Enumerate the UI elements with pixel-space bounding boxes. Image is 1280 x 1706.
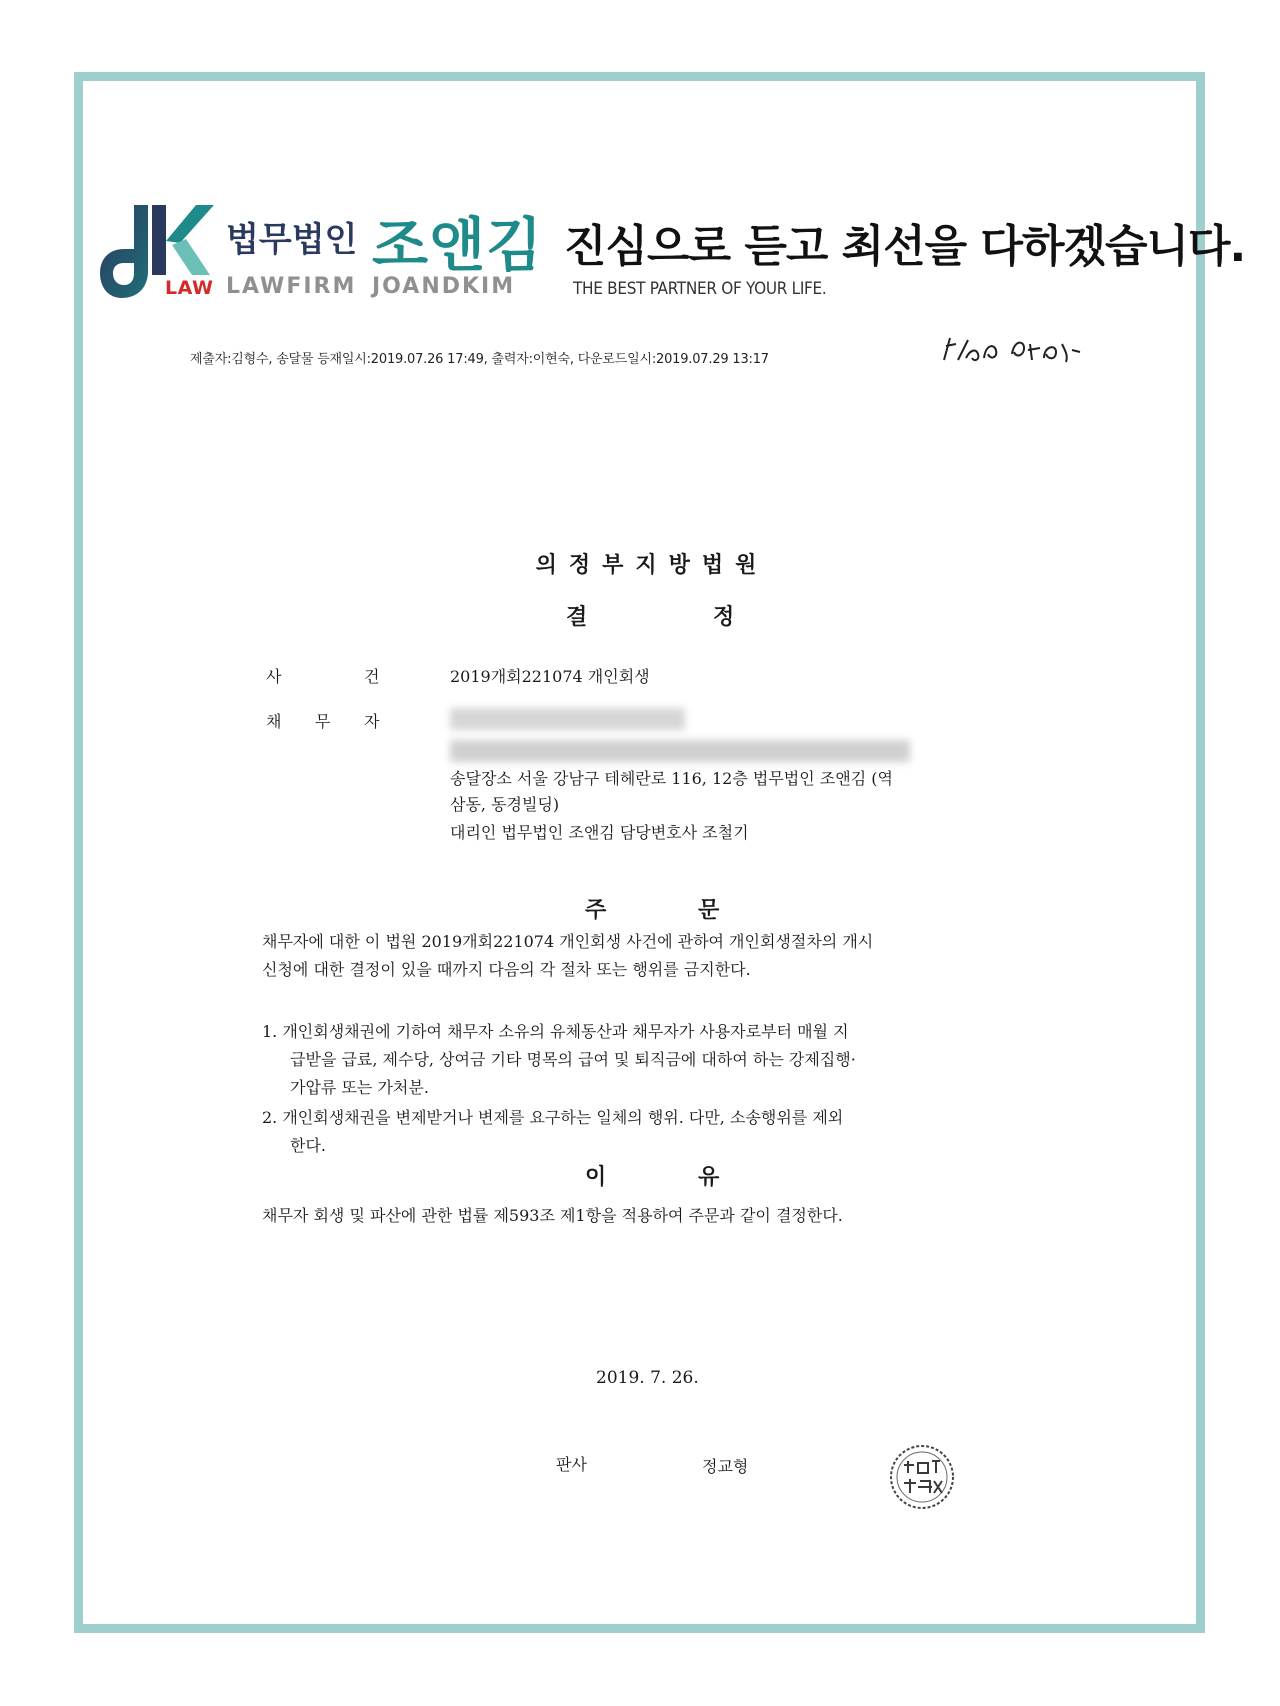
redacted-debtor-name [450,708,685,730]
case-label-right: 건 [364,667,380,686]
item2-line-2: 한다. [290,1136,326,1155]
court-seal-icon [888,1443,956,1511]
order-heading-left: 주 [585,897,607,923]
title-right: 정 [713,604,735,630]
item1-line-3: 가압류 또는 가처분. [290,1078,429,1097]
item1-line-2: 급받을 급료, 제수당, 상여금 기타 명목의 급여 및 퇴직금에 대하여 하는 강제집행· [290,1050,856,1069]
firm-lawfirm-en: LAWFIRM [226,274,357,299]
debtor-label-1: 채 [266,712,282,731]
slogan: 진심으로 듣고 최선을 다하겠습니다. [564,221,1246,272]
case-label-left: 사 [266,667,282,686]
title-left: 결 [566,604,588,630]
item1-line-1: 1. 개인회생채권에 기하여 채무자 소유의 유체동산과 채무자가 사용자로부터 매월 지 [262,1022,849,1041]
debtor-label-2: 무 [315,712,331,731]
item2-line-1: 2. 개인회생채권을 변제받거나 변제를 요구하는 일체의 행위. 다만, 소송행위를 제외 [262,1108,844,1127]
logo-law-text: LAW [165,277,214,299]
reason-heading-left: 이 [585,1164,607,1190]
delivery-line-2: 삼동, 동경빌딩) [450,795,560,814]
handwritten-note-icon [940,330,1090,370]
judge-name: 정교형 [702,1457,749,1476]
judge-title: 판사 [556,1455,587,1474]
document-frame [74,72,1205,1633]
order-heading-right: 문 [698,897,720,923]
delivery-line-1: 송달장소 서울 강남구 테헤란로 116, 12층 법무법인 조앤김 (역 [450,769,893,788]
order-para-line-2: 신청에 대한 결정이 있을 때까지 다음의 각 절차 또는 행위를 금지한다. [262,960,751,979]
submission-meta: 제출자:김형수, 송달물 등재일시:2019.07.26 17:49, 출력자:이현숙, 다운로드일시:2019.07.29 13:17 [190,352,769,367]
reason-text: 채무자 회생 및 파산에 관한 법률 제593조 제1항을 적용하여 주문과 같이 결정한다. [262,1206,843,1225]
redacted-debtor-address [450,740,910,762]
reason-heading-right: 유 [698,1164,720,1190]
firm-name: 조앤김 [372,211,544,279]
order-para-line-1: 채무자에 대한 이 법원 2019개회221074 개인회생 사건에 관하여 개인회생절차의 개시 [262,932,874,951]
court-name: 의정부지방법원 [535,552,769,578]
firm-prefix: 법무법인 [226,220,358,260]
decision-date: 2019. 7. 26. [596,1368,699,1388]
agent-line: 대리인 법무법인 조앤김 담당변호사 조철기 [450,823,749,842]
slogan-en: THE BEST PARTNER OF YOUR LIFE. [573,279,827,299]
debtor-label-3: 자 [364,712,380,731]
firm-name-en: JOANDKIM [372,274,516,299]
case-number: 2019개회221074 개인회생 [450,667,650,686]
